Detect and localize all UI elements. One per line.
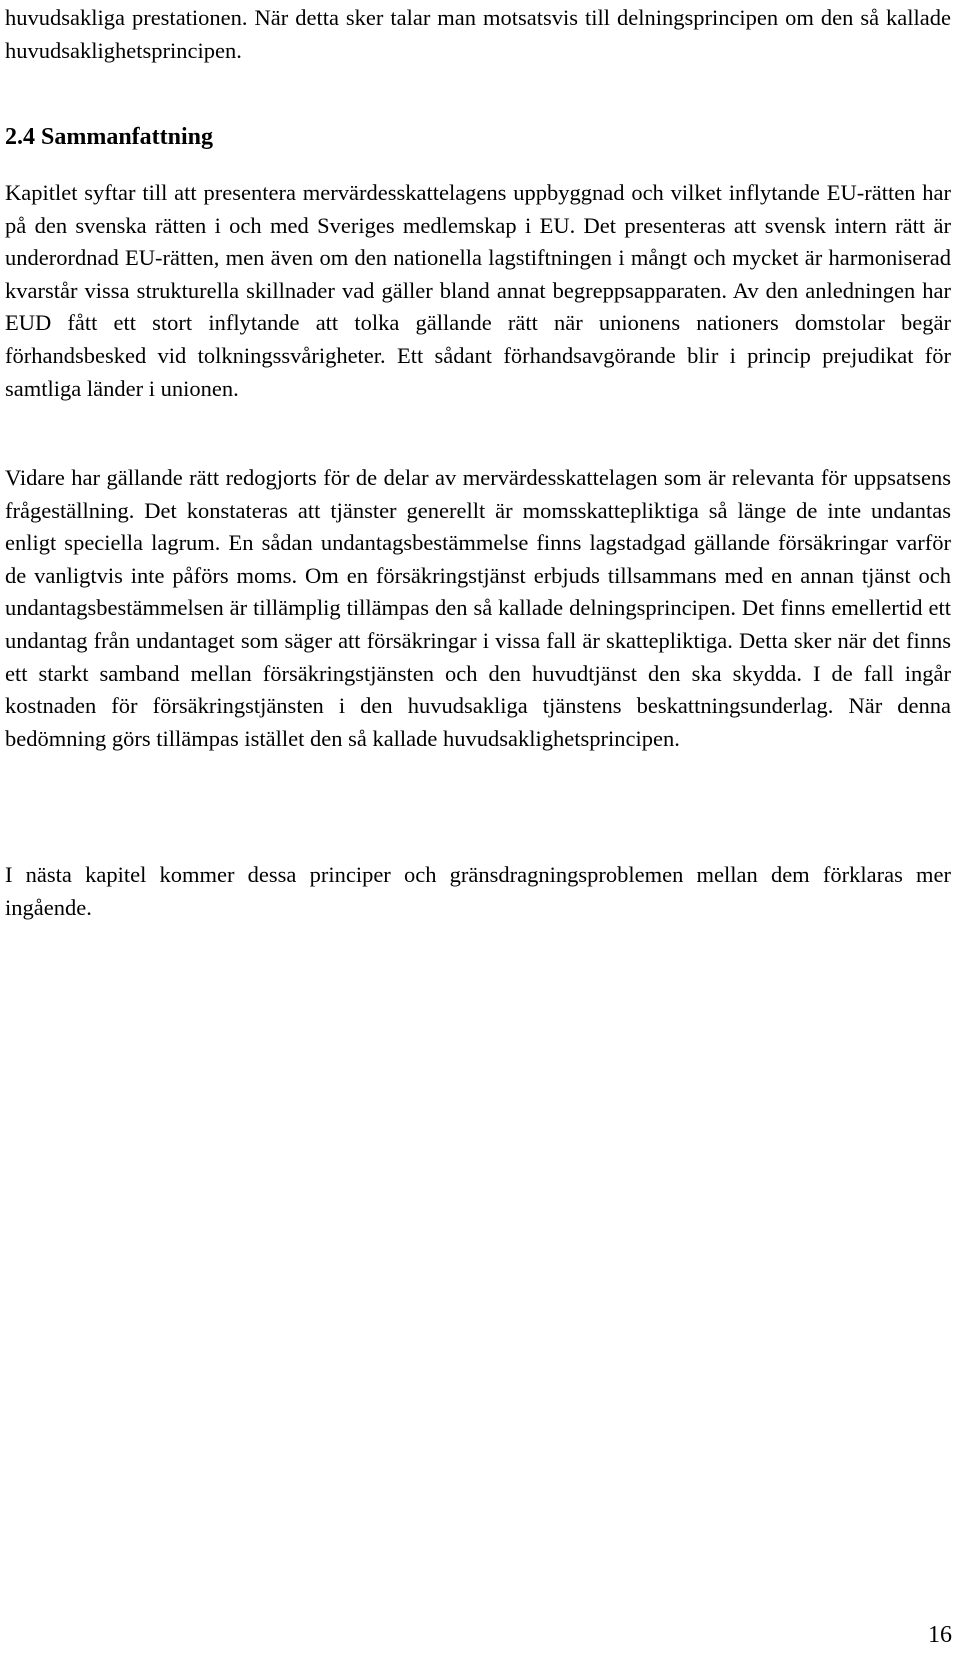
paragraph-next-chapter (5, 859, 951, 924)
paragraph-text: Kapitlet syftar till att presentera mervärdesskattelagens uppbyggnad och vilket inflytande EU-rätten har på den svenska rätten i och med Sveriges medlemskap i EU. Det presenteras att svensk intern rätt är underordnad EU-rätten, men även om den nationella lagstiftningen i mångt och mycket är harmoniserad kvarstår vissa strukturella skillnader vad gäller bland annat begreppsapparaten. Av den anledningen har EUD fått ett stort inflytande att tolka gällande rätt när unionens nationers domstolar begär förhandsbesked vid tolkningssvårigheter. Ett sådant förhandsavgörande blir i princip prejudikat för samtliga länder i unionen. (5, 180, 951, 401)
paragraph-summary-intro (5, 177, 951, 405)
paragraph-text: Vidare har gällande rätt redogjorts för de delar av mervärdesskattelagen som är relevanta för uppsatsens frågeställning. Det konstateras att tjänster generellt är momsskattepliktiga så länge de inte undantas enligt speciella lagrum. En sådan undantagsbestämmelse finns lagstadgad gällande försäkringar varför de vanligtvis inte påförs moms. Om en försäkringstjänst erbjuds tillsammans med en annan tjänst och undantagsbestämmelsen är tillämplig tillämpas den så kallade delningsprincipen. Det finns emellertid ett undantag från undantaget som säger att försäkringar i vissa fall är skattepliktiga. Detta sker när det finns ett starkt samband mellan försäkringstjänsten och den huvudtjänst den ska skydda. I de fall ingår kostnaden för försäkringstjänsten i den huvudsakliga tjänstens beskattningsunderlag. När denna bedömning görs tillämpas istället den så kallade huvudsaklighetsprincipen. (5, 465, 951, 751)
paragraph-continuation (5, 2, 951, 67)
section-heading-text: 2.4 Sammanfattning (5, 124, 214, 150)
paragraph-summary-law (5, 462, 951, 755)
paragraph-text: huvudsakliga prestationen. När detta sker talar man motsatsvis till delningsprincipen om den så kallade huvudsaklighetsprincipen. (5, 5, 951, 63)
section-heading (5, 121, 951, 153)
page-number: 16 (928, 1622, 952, 1648)
paragraph-text: I nästa kapitel kommer dessa principer och gränsdragningsproblemen mellan dem förklaras mer ingående. (5, 862, 951, 920)
